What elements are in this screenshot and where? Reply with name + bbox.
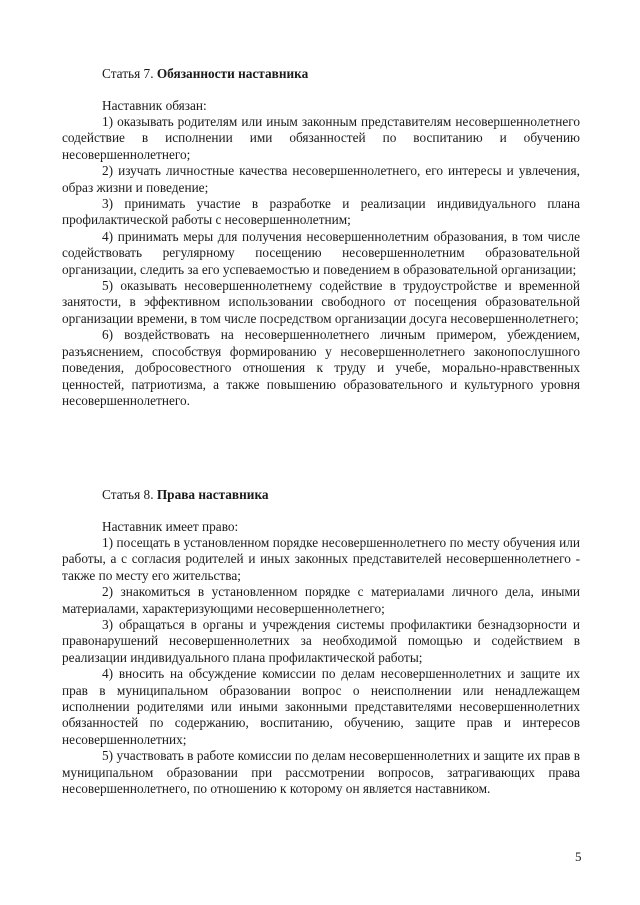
article-8-item-5: 5) участвовать в работе комиссии по делам несовершеннолетних и защите их прав в муниципальном образовании при рассмотрении вопросов, затрагивающих права несовершеннолетнего, по отношению к которому он является наставником. — [62, 748, 580, 797]
article-7-heading — [102, 66, 308, 82]
article-8-lead: Наставник имеет право: — [102, 519, 239, 534]
article-7-item-4: 4) принимать меры для получения несовершеннолетним образования, в том числе содействовать регулярному посещению несовершеннолетним образовательной организации, следить за его успеваемостью и поведением в образовательной организации; — [62, 228, 580, 277]
article-7-item-6: 6) воздействовать на несовершеннолетнего личным примером, убеждением, разъяснением, способствуя формированию у несовершеннолетнего законопослушного поведения, добросовестного отношения к труду и учебе, морально-нравственных ценностей, патриотизма, а также повышению образовательного и культурного уровня несовершеннолетнего. — [62, 327, 580, 408]
article-7-title: Обязанности наставника — [156, 66, 309, 81]
page-number: 5 — [575, 849, 582, 864]
article-8-heading — [102, 487, 269, 503]
article-7-lead: Наставник обязан: — [102, 98, 207, 113]
article-8-item-4: 4) вносить на обсуждение комиссии по делам несовершеннолетних и защите их прав в муниципальном образовании вопрос о неисполнении или ненадлежащем исполнении родителями или иными законными представителями несовершеннолетних обязанностей по содержанию, воспитанию, обучению, защите прав и интересов несовершеннолетних; — [62, 666, 580, 747]
article-7-item-2: 2) изучать личностные качества несовершеннолетнего, его интересы и увлечения, образ жизни и поведение; — [62, 163, 580, 195]
article-7-item-3: 3) принимать участие в разработке и реализации индивидуального плана профилактической работы с несовершеннолетним; — [62, 196, 580, 228]
article-8-item-1: 1) посещать в установленном порядке несовершеннолетнего по месту обучения или работы, а с согласия родителей и иных законных представителей несовершеннолетнего - также по месту его жительства; — [62, 535, 580, 583]
article-8-list — [62, 535, 580, 798]
article-7-list — [62, 114, 580, 409]
article-8-title: Права наставника — [156, 487, 269, 502]
article-8-item-2: 2) знакомиться в установленном порядке с материалами личного дела, иными материалами, характеризующими несовершеннолетнего; — [62, 584, 580, 616]
article-8-item-3: 3) обращаться в органы и учреждения системы профилактики безнадзорности и правонарушений несовершеннолетних за необходимой помощью и содействием в реализации индивидуального плана профилактической работы; — [62, 617, 580, 665]
article-7-item-1: 1) оказывать родителям или иным законным представителям несовершеннолетнего содействие в исполнении ими обязанностей по воспитанию и обучению несовершеннолетнего; — [62, 114, 580, 162]
article-7-item-5: 5) оказывать несовершеннолетнему содействие в трудоустройстве и временной занятости, в эффективном использовании свободного от посещения образовательной организации времени, в том числе посредством организации досуга несовершеннолетнего; — [62, 278, 580, 326]
article-7-label: Статья 7. — [102, 66, 154, 81]
article-8-label: Статья 8. — [102, 487, 154, 502]
